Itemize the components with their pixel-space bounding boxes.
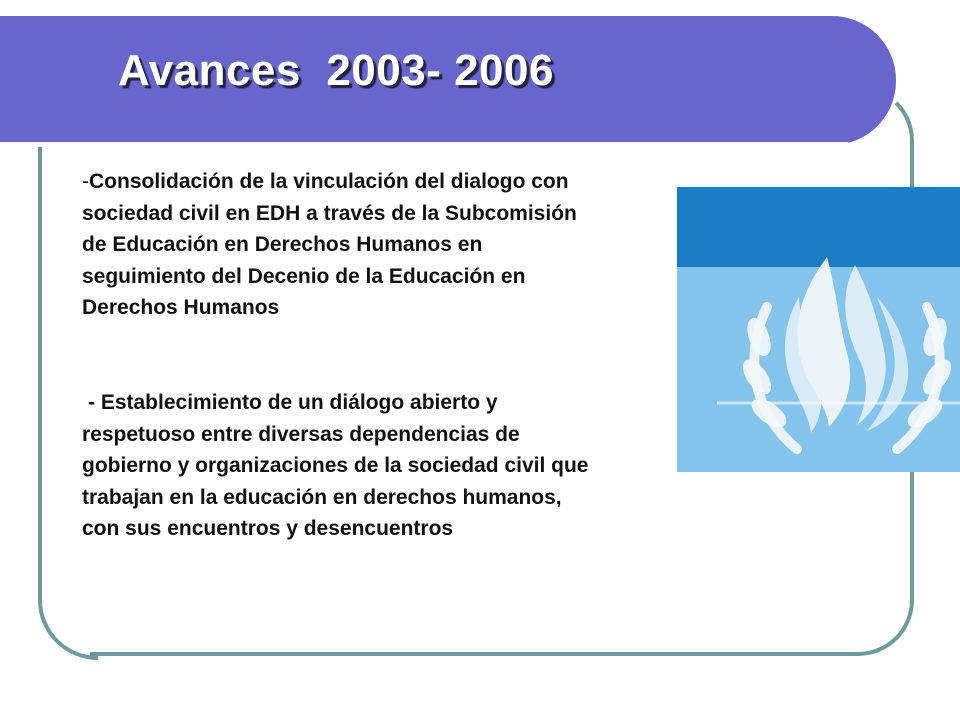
- emblem-graphic: [677, 187, 960, 472]
- paragraph-consolidacion: [82, 166, 602, 324]
- frame-bottom-border: [90, 652, 860, 656]
- paragraph-text: Consolidación de la vinculación del dialogo con sociedad civil en EDH a través de la Subcomisión de Educación en Derechos Humanos en seguimiento del Decenio de la Educación en Derechos Humanos: [82, 170, 577, 320]
- un-human-rights-flame-icon: [677, 187, 960, 472]
- paragraph-establecimiento: - Establecimiento de un diálogo abierto y respetuoso entre diversas dependencias de gobierno y organizaciones de la sociedad civil que trabajan en la educación en derechos humanos, con sus encuentros y desencuentros: [82, 390, 589, 541]
- title-underline: [0, 142, 848, 147]
- emblem-dark-band: [677, 187, 960, 267]
- slide-title: Avances 2003- 2006: [118, 46, 554, 95]
- bullet-dash: -: [82, 170, 89, 193]
- slide-body: [82, 166, 602, 545]
